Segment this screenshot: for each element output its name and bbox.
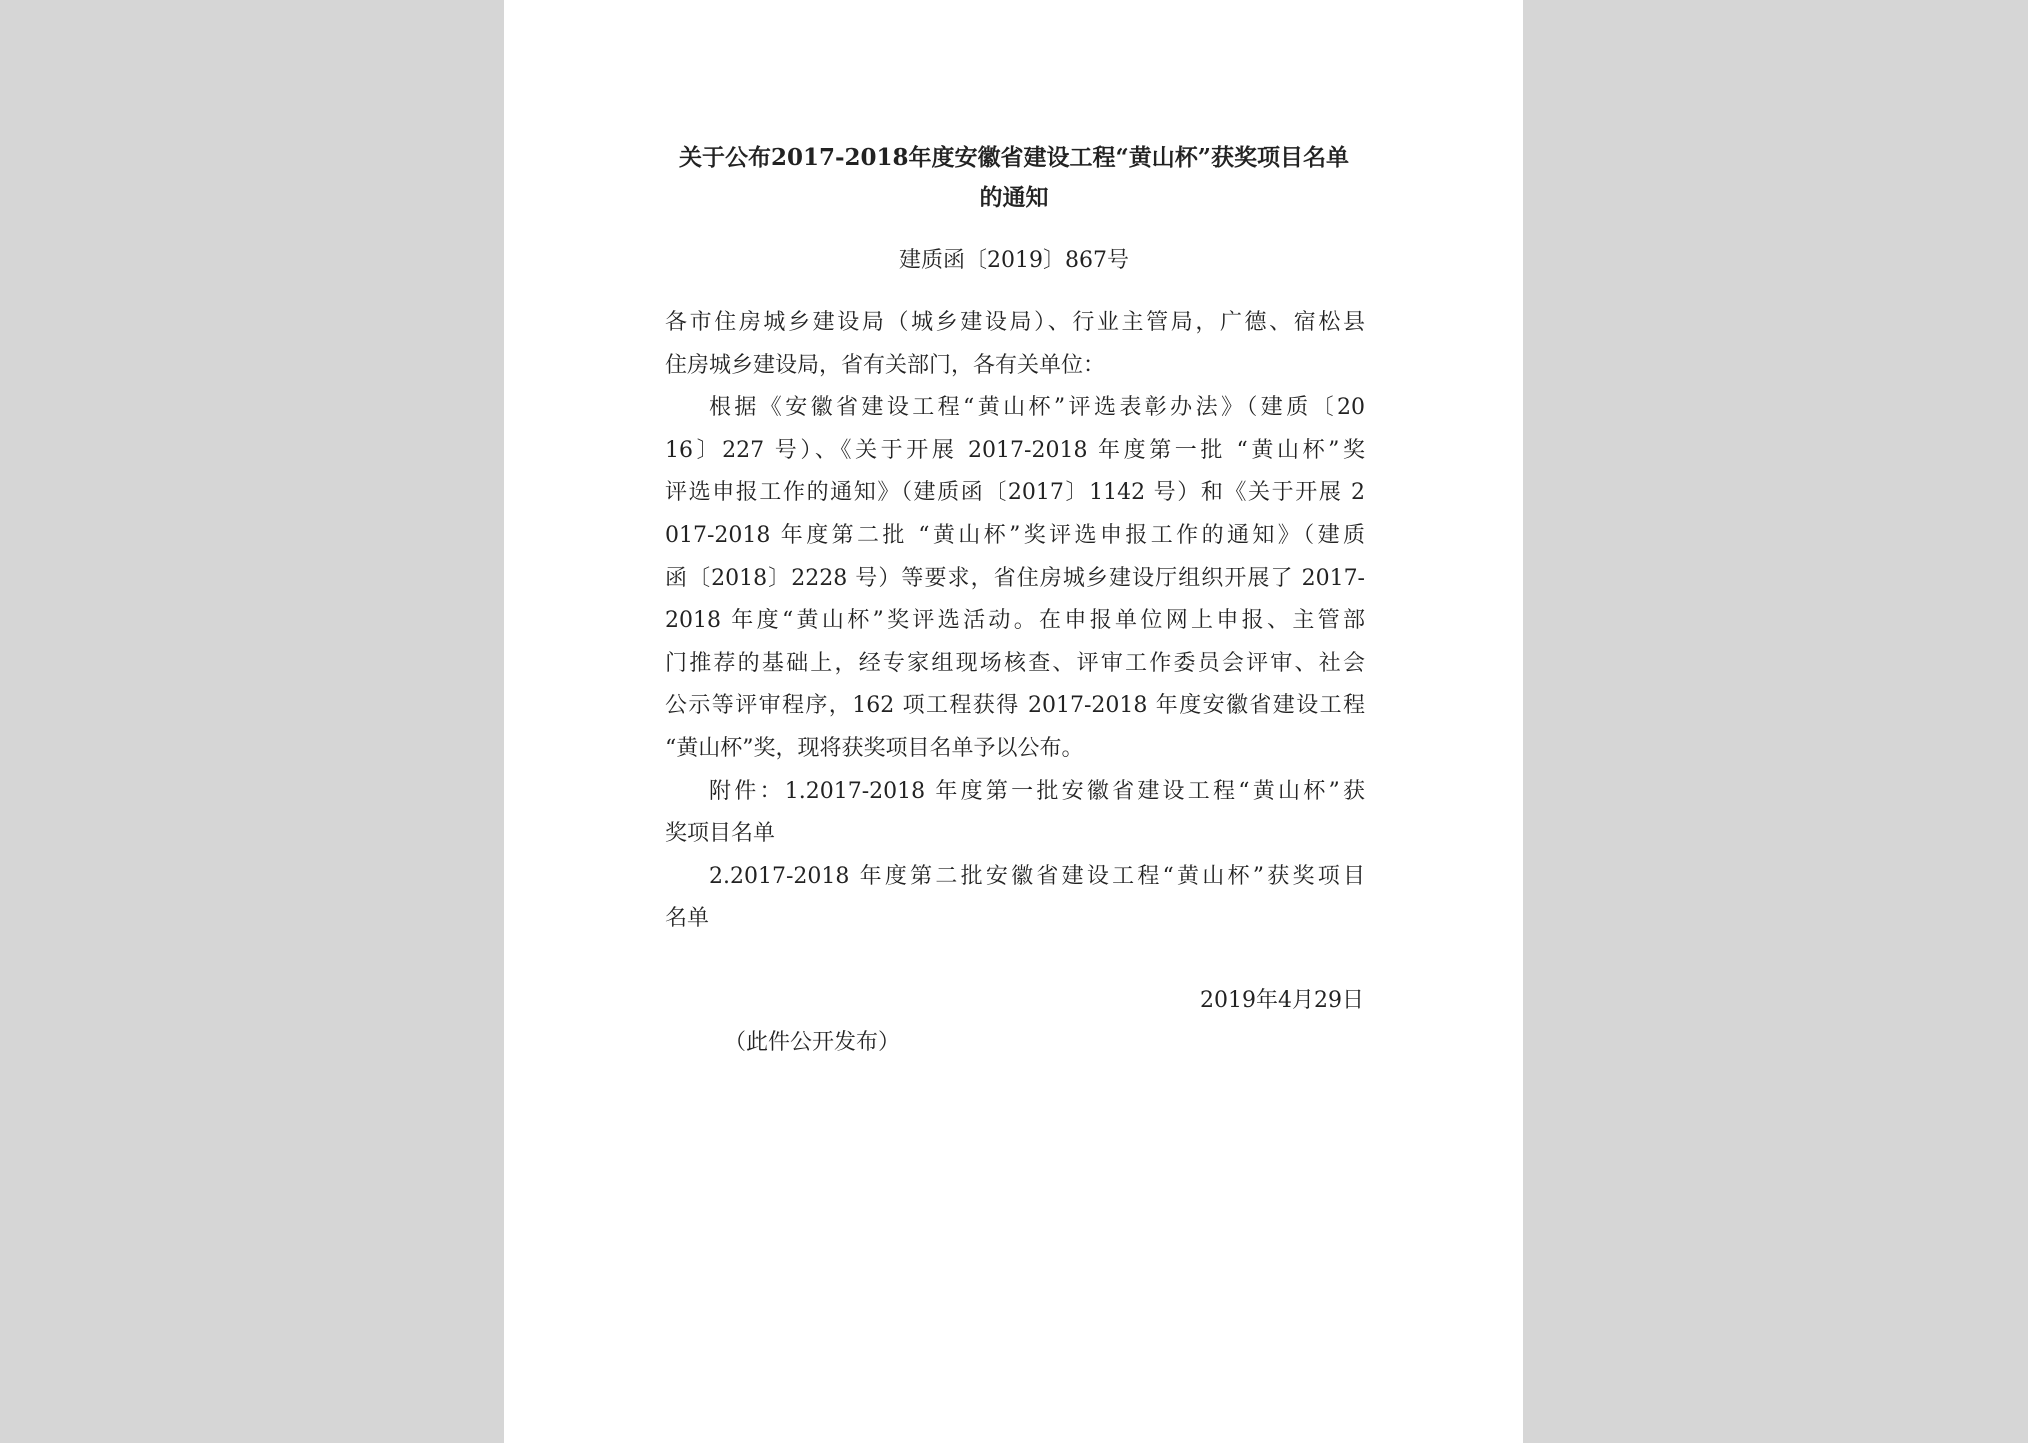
body-line: “黄山杯”奖，现将获奖项目名单予以公布。 bbox=[665, 735, 1084, 761]
body-line: 2.2017-2018 年度第二批安徽省建设工程“黄山杯”获奖项目 bbox=[709, 863, 1365, 889]
body-line: 名单 bbox=[665, 906, 710, 932]
body-line: 函〔2018〕2228 号）等要求，省住房城乡建设厅组织开展了 2017- bbox=[665, 565, 1365, 591]
body-line: 2018 年度“黄山杯”奖评选活动。在申报单位网上申报、主管部 bbox=[665, 608, 1365, 634]
body-line: 017-2018 年度第二批 “黄山杯”奖评选申报工作的通知》（建质 bbox=[665, 522, 1365, 548]
body-line: 门推荐的基础上，经专家组现场核查、评审工作委员会评审、社会 bbox=[665, 650, 1365, 676]
publication-note: （此件公开发布） bbox=[724, 1030, 901, 1055]
title-line: 关于公布2017-2018年度安徽省建设工程“黄山杯”获奖项目名单 bbox=[678, 144, 1350, 171]
title-line: 的通知 bbox=[979, 184, 1049, 211]
body-line: 奖项目名单 bbox=[665, 821, 776, 847]
body-line: 住房城乡建设局，省有关部门，各有关单位： bbox=[665, 352, 1106, 378]
document-body bbox=[665, 302, 1365, 941]
document-page bbox=[504, 0, 1523, 1443]
body-line: 附件：1.2017-2018 年度第一批安徽省建设工程“黄山杯”获 bbox=[709, 778, 1365, 804]
body-line: 评选申报工作的通知》（建质函〔2017〕1142 号）和《关于开展 2 bbox=[665, 480, 1365, 506]
body-line: 根据《安徽省建设工程“黄山杯”评选表彰办法》（建质〔20 bbox=[709, 395, 1365, 421]
document-date: 2019年4月29日 bbox=[1200, 988, 1364, 1013]
body-line: 公示等评审程序，162 项工程获得 2017-2018 年度安徽省建设工程 bbox=[665, 693, 1365, 719]
document-number: 建质函〔2019〕867号 bbox=[899, 248, 1129, 273]
body-line: 16〕227 号）、《关于开展 2017-2018 年度第一批 “黄山杯”奖 bbox=[665, 437, 1365, 463]
document-title bbox=[664, 138, 1364, 218]
body-line: 各市住房城乡建设局（城乡建设局）、行业主管局，广德、宿松县 bbox=[665, 310, 1365, 335]
